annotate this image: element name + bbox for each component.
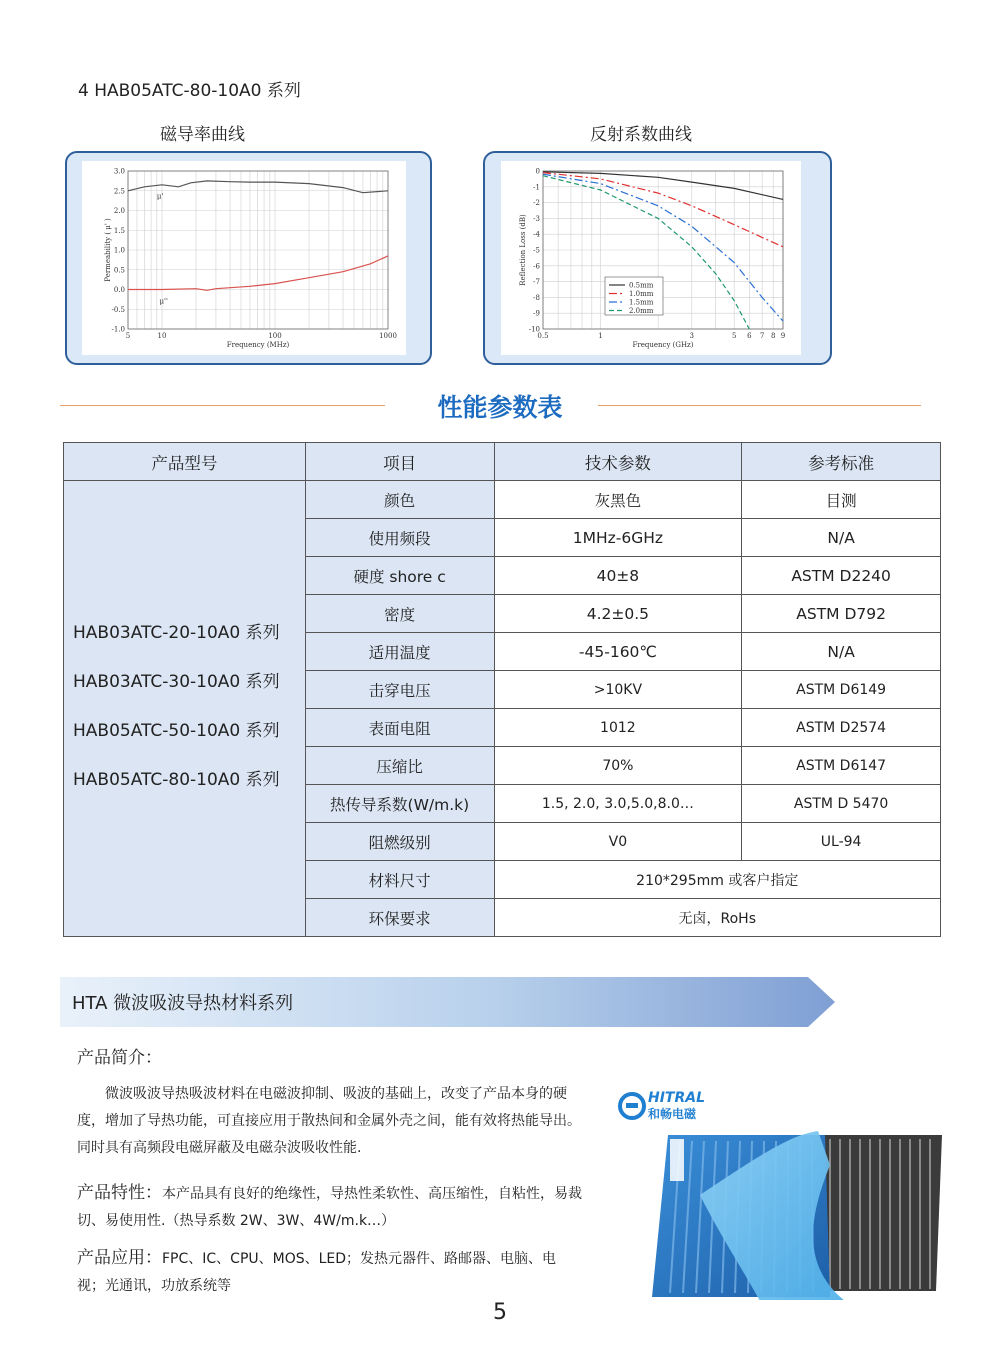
y-tick-label: -7: [533, 278, 540, 287]
features-text: 本产品具有良好的绝缘性，导热性柔软性、高压缩性，自粘性，易裁切、易使用性.（热导系数 2W、3W、4W/m.k…）: [77, 1186, 582, 1229]
item-cell: 硬度 shore c: [305, 557, 494, 595]
y-tick-label: -8: [533, 293, 540, 302]
y-tick-label: -9: [533, 309, 540, 318]
permeability-chart: [82, 161, 406, 355]
y-tick-label: 2.5: [113, 187, 125, 196]
x-tick-label: 8: [770, 332, 776, 340]
y-tick-label: 3.0: [113, 167, 125, 176]
x-tick-label: 1: [598, 332, 603, 340]
permeability-chart-panel: [65, 151, 432, 365]
x-tick-label: 0.5: [537, 332, 549, 340]
item-cell: 密度: [305, 595, 494, 633]
item-cell: 颜色: [305, 481, 494, 519]
param-cell: 1012: [494, 709, 742, 747]
standard-cell: N/A: [742, 633, 941, 671]
item-cell: 压缩比: [305, 747, 494, 785]
x-tick-label: 9: [780, 332, 786, 340]
y-tick-label: -3: [533, 214, 540, 223]
model-name: HAB03ATC-30-10A0 系列: [73, 671, 280, 692]
y-tick-label: -0.5: [111, 305, 125, 314]
page-number: 5: [493, 1300, 507, 1325]
reflection-chart-caption: 反射系数曲线: [590, 125, 692, 145]
y-tick-label: 0: [535, 167, 540, 176]
param-cell: >10KV: [494, 671, 742, 709]
standard-cell: ASTM D792: [742, 595, 941, 633]
item-cell: 使用频段: [305, 519, 494, 557]
x-tick-label: 10: [157, 332, 167, 340]
item-cell: 环保要求: [305, 899, 494, 937]
annotation: μ'': [159, 297, 168, 306]
model-name: HAB03ATC-20-10A0 系列: [73, 622, 280, 643]
x-tick-label: 5: [731, 332, 737, 340]
item-cell: 阻燃级别: [305, 823, 494, 861]
x-tick-label: 3: [689, 332, 695, 340]
permeability-chart-caption: 磁导率曲线: [160, 125, 245, 145]
x-tick-label: 5: [125, 332, 131, 340]
y-tick-label: 2.0: [113, 207, 125, 215]
applications-label: 产品应用：: [77, 1248, 162, 1268]
header-param: 技术参数: [494, 443, 742, 481]
banner-title: HTA 微波吸波导热材料系列: [72, 993, 294, 1014]
item-cell: 表面电阻: [305, 709, 494, 747]
item-cell: 击穿电压: [305, 671, 494, 709]
param-cell: 1MHz-6GHz: [494, 519, 742, 557]
item-cell: 材料尺寸: [305, 861, 494, 899]
standard-cell: ASTM D2240: [742, 557, 941, 595]
product-image: [640, 1125, 945, 1304]
header-model: 产品型号: [64, 443, 306, 481]
merged-value-cell: 无卤，RoHs: [494, 899, 940, 937]
standard-cell: ASTM D6147: [742, 747, 941, 785]
reflection-chart-panel: [483, 151, 832, 365]
x-tick-label: 1000: [379, 332, 397, 340]
intro-body: 微波吸波导热吸波材料在电磁波抑制、吸波的基础上，改变了产品本身的硬度，增加了导热功能，可直接应用于散热间和金属外壳之间，能有效将热能导出。同时具有高频段电磁屏蔽及电磁杂波吸收性能.: [77, 1086, 581, 1156]
table-row: [64, 481, 941, 519]
svg-text:和畅电磁: 和畅电磁: [648, 1107, 697, 1121]
param-cell: -45-160℃: [494, 633, 742, 671]
item-cell: 适用温度: [305, 633, 494, 671]
intro-title: 产品简介：: [77, 1048, 162, 1068]
y-tick-label: 0.0: [113, 286, 125, 294]
header-item: 项目: [305, 443, 494, 481]
y-tick-label: -2: [533, 199, 540, 208]
section-title: 4 HAB05ATC-80-10A0 系列: [78, 81, 301, 101]
param-cell: 4.2±0.5: [494, 595, 742, 633]
table-heading: 性能参数表: [437, 393, 563, 422]
legend-label: 0.5mm: [629, 281, 654, 290]
applications-paragraph: [77, 1245, 582, 1300]
hitral-logo: [618, 1088, 722, 1124]
x-axis-label: Frequency (MHz): [226, 341, 290, 349]
param-cell: 40±8: [494, 557, 742, 595]
standard-cell: UL-94: [742, 823, 941, 861]
x-tick-label: 7: [759, 332, 765, 340]
param-cell: 70%: [494, 747, 742, 785]
y-tick-label: 1.5: [113, 226, 125, 235]
standard-cell: ASTM D6149: [742, 671, 941, 709]
company-logo: [618, 1088, 722, 1128]
standard-cell: 目测: [742, 481, 941, 519]
model-name: HAB05ATC-80-10A0 系列: [73, 769, 280, 790]
series-line: [128, 256, 388, 290]
series-line: [543, 173, 783, 247]
y-tick-label: 1.0: [113, 246, 125, 255]
standard-cell: ASTM D 5470: [742, 785, 941, 823]
y-tick-label: -6: [533, 262, 540, 271]
item-cell: 热传导系数(W/m.k): [305, 785, 494, 823]
spec-table: [63, 442, 941, 937]
legend-label: 1.0mm: [629, 290, 654, 298]
reflection-loss-chart: [501, 161, 801, 355]
annotation: μ': [156, 192, 164, 201]
model-name: HAB05ATC-50-10A0 系列: [73, 720, 280, 741]
table-header-row: [64, 443, 941, 481]
applications-text: FPC、IC、CPU、MOS、LED；发热元器件、路邮器、电脑、电视；光通讯，功放系统等: [77, 1251, 557, 1294]
standard-cell: N/A: [742, 519, 941, 557]
legend-label: 2.0mm: [629, 307, 654, 315]
series-banner: [60, 977, 835, 1027]
y-tick-label: -10: [528, 325, 540, 334]
merged-value-cell: 210*295mm 或客户指定: [494, 861, 940, 899]
x-tick-label: 100: [268, 332, 282, 340]
legend: [605, 277, 663, 315]
absorber-sheet-illustration: [640, 1125, 945, 1300]
y-axis-label: Reflection Loss (dB): [519, 214, 527, 286]
x-axis-label: Frequency (GHz): [632, 341, 694, 349]
svg-text:HITRAL: HITRAL: [648, 1090, 706, 1106]
param-cell: 灰黑色: [494, 481, 742, 519]
y-axis-label: Permeability ( μ' ): [104, 218, 112, 282]
standard-cell: ASTM D2574: [742, 709, 941, 747]
y-tick-label: 0.5: [113, 266, 125, 275]
y-tick-label: -1.0: [111, 325, 125, 334]
y-tick-label: -5: [533, 246, 540, 255]
x-tick-label: 6: [747, 332, 752, 340]
param-cell: 1.5, 2.0, 3.0,5.0,8.0…: [494, 785, 742, 823]
y-tick-label: -1: [533, 183, 540, 192]
legend-label: 1.5mm: [629, 298, 654, 307]
features-label: 产品特性：: [77, 1183, 162, 1203]
features-paragraph: [77, 1180, 582, 1235]
header-standard: 参考标准: [742, 443, 941, 481]
y-tick-label: -4: [533, 230, 540, 239]
model-list-cell: [64, 481, 306, 937]
param-cell: V0: [494, 823, 742, 861]
